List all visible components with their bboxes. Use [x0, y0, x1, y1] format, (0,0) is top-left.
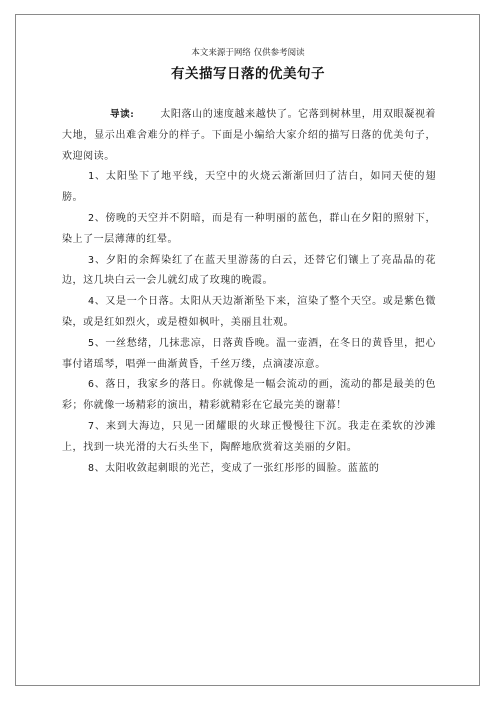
intro-text: 太阳落山的速度越来越快了。它落到树林里，用双眼凝视着大地，显示出难舍难分的样子。下面是小编给大家介绍的描写日落的优美句子，欢迎阅读。 [62, 109, 436, 162]
sentence-item: 1、太阳坠下了地平线，天空中的火烧云渐渐回归了洁白，如同天使的翅膀。 [62, 171, 436, 204]
sentence-item: 4、又是一个日落。太阳从天边渐渐坠下来，渲染了整个天空。或是紫色微染，或是红如烈火，或是橙如枫叶，美丽且壮观。 [62, 296, 436, 328]
intro-paragraph [62, 105, 436, 167]
sentence-item: 2、傍晚的天空并不阴暗，而是有一种明丽的蓝色，群山在夕阳的照射下，染上了一层薄薄的红晕。 [62, 212, 436, 245]
intro-label: 导读: [110, 109, 135, 120]
sentence-item: 3、夕阳的余辉染红了在蓝天里游荡的白云，还替它们镶上了亮晶晶的花边，这几块白云一会儿就幻成了玫瑰的晚霞。 [62, 254, 436, 287]
sentence-item: 7、来到大海边，只见一团耀眼的火球正慢慢往下沉。我走在柔软的沙滩上，找到一块光滑的大石头坐下，陶醉地欣赏着这美丽的夕阳。 [62, 420, 436, 453]
article-body [62, 105, 436, 479]
sentence-item: 6、落日，我家乡的落日。你就像是一幅会流动的画，流动的都是最美的色彩；你就像一场精彩的演出，精彩就精彩在它最完美的谢幕！ [62, 379, 436, 412]
sentence-item: 5、一丝愁绪，几抹悲凉，日落黄昏晚。温一壶酒，在冬日的黄昏里，把心事付诸瑶琴，唱弹一曲渐黄昏，千丝万缕，点滴凄凉意。 [62, 337, 436, 370]
source-note: 本文来源于网络 仅供参考阅读 [191, 48, 305, 58]
sentence-item: 8、太阳收敛起刺眼的光芒，变成了一张红彤彤的圆脸。蓝蓝的 [88, 462, 380, 474]
page-title: 有关描写日落的优美句子 [171, 66, 325, 82]
